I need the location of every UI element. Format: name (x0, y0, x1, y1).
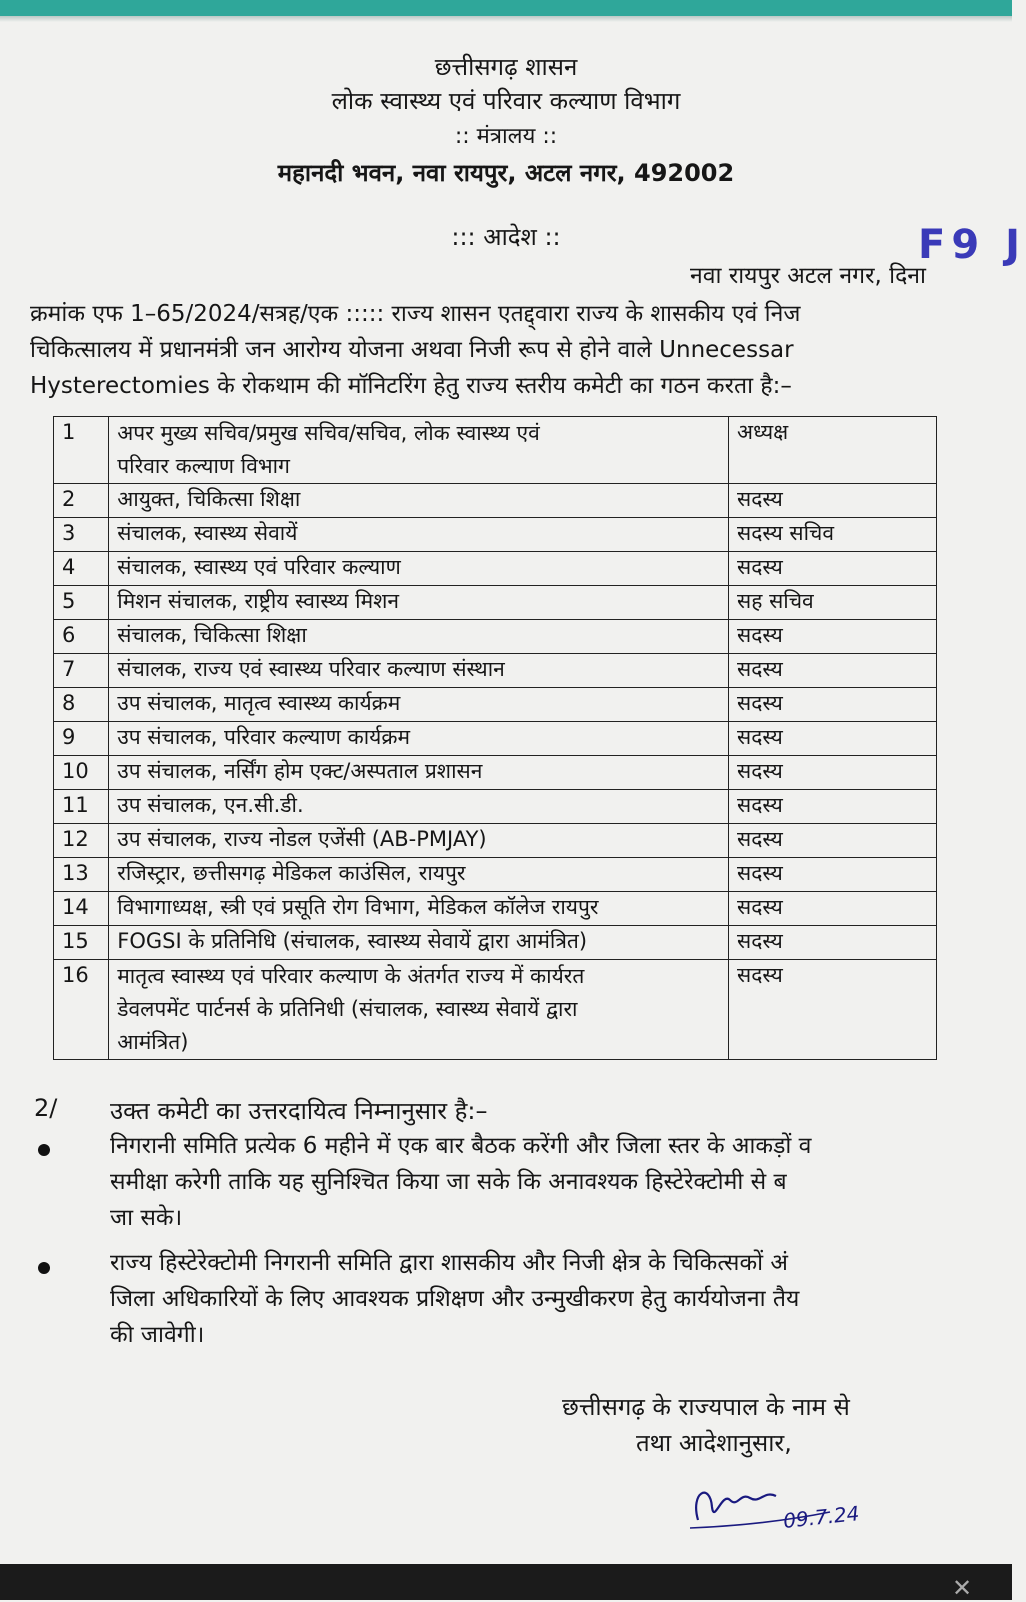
row-role: रजिस्ट्रार, छत्तीसगढ़ मेडिकल काउंसिल, रायपुर (109, 858, 729, 892)
table-row (54, 722, 937, 756)
top-status-strip (0, 0, 1012, 16)
row-position: सदस्य (729, 722, 937, 756)
signature-date: 09.7.24 (782, 1501, 861, 1533)
row-position: सदस्य सचिव (729, 518, 937, 552)
row-position: सदस्य (729, 790, 937, 824)
bullet-dot-icon (38, 1144, 50, 1156)
row-role: उप संचालक, राज्य नोडल एजेंसी (AB-PMJAY) (109, 824, 729, 858)
row-position: सदस्य (729, 484, 937, 518)
bullet-line: समीक्षा करेगी ताकि यह सुनिश्चित किया जा सके कि अनावश्यक हिस्टेरेक्टोमी से ब (110, 1169, 787, 1195)
row-role: विभागाध्यक्ष, स्त्री एवं प्रसूति रोग विभाग, मेडिकल कॉलेज रायपुर (109, 892, 729, 926)
intro-line-3: Hysterectomies के रोकथाम की मॉनिटरिंग हेतु राज्य स्तरीय कमेटी का गठन करता है:– (30, 373, 792, 399)
row-position: सह सचिव (729, 586, 937, 620)
row-role: उप संचालक, मातृत्व स्वास्थ्य कार्यक्रम (109, 688, 729, 722)
row-role: संचालक, स्वास्थ्य सेवायें (109, 518, 729, 552)
row-position: सदस्य (729, 824, 937, 858)
handwritten-signature (680, 1462, 880, 1542)
bullet-dot-icon (38, 1262, 50, 1274)
row-position: सदस्य (729, 892, 937, 926)
row-number: 7 (54, 654, 109, 688)
closing-line-1: छत्तीसगढ़ के राज्यपाल के नाम से (562, 1393, 850, 1421)
row-position: सदस्य (729, 654, 937, 688)
row-position: सदस्य (729, 688, 937, 722)
bullet-line: की जावेगी। (110, 1322, 205, 1348)
table-row (54, 518, 937, 552)
row-number: 14 (54, 892, 109, 926)
bullet-line: निगरानी समिति प्रत्येक 6 महीने में एक बार बैठक करेंगी और जिला स्तर के आकड़ों व (110, 1133, 812, 1159)
row-number: 9 (54, 722, 109, 756)
bottom-bar (0, 1564, 1012, 1600)
row-position: सदस्य (729, 858, 937, 892)
table-row (54, 620, 937, 654)
table-row (54, 858, 937, 892)
row-role: उप संचालक, परिवार कल्याण कार्यक्रम (109, 722, 729, 756)
row-role: मिशन संचालक, राष्ट्रीय स्वास्थ्य मिशन (109, 586, 729, 620)
row-role-line: डेवलपमेंट पार्टनर्स के प्रतिनिधी (संचालक, स्वास्थ्य सेवायें द्वारा (117, 997, 578, 1021)
row-number: 2 (54, 484, 109, 518)
table-row (54, 654, 937, 688)
table-row (54, 960, 937, 1060)
row-number: 12 (54, 824, 109, 858)
row-role (109, 417, 729, 484)
order-title: ::: आदेश :: (451, 223, 561, 251)
row-number: 13 (54, 858, 109, 892)
table-row (54, 926, 937, 960)
table-row (54, 417, 937, 484)
row-role: उप संचालक, एन.सी.डी. (109, 790, 729, 824)
row-number: 3 (54, 518, 109, 552)
intro-line-2: चिकित्सालय में प्रधानमंत्री जन आरोग्य योजना अथवा निजी रूप से होने वाले Unnecessar (30, 337, 794, 363)
committee-table (53, 416, 937, 1060)
row-position: अध्यक्ष (729, 417, 937, 484)
row-role-line: आमंत्रित) (117, 1030, 189, 1054)
row-role: आयुक्त, चिकित्सा शिक्षा (109, 484, 729, 518)
table-row (54, 688, 937, 722)
row-role: FOGSI के प्रतिनिधि (संचालक, स्वास्थ्य सेवायें द्वारा आमंत्रित) (109, 926, 729, 960)
table-row (54, 586, 937, 620)
row-role: संचालक, चिकित्सा शिक्षा (109, 620, 729, 654)
row-number: 11 (54, 790, 109, 824)
header-department: लोक स्वास्थ्य एवं परिवार कल्याण विभाग (331, 87, 681, 115)
row-number: 4 (54, 552, 109, 586)
row-number: 8 (54, 688, 109, 722)
header-address: महानदी भवन, नवा रायपुर, अटल नगर, 492002 (277, 159, 735, 187)
table-row (54, 552, 937, 586)
table-row (54, 484, 937, 518)
table-row (54, 892, 937, 926)
row-role: संचालक, राज्य एवं स्वास्थ्य परिवार कल्याण संस्थान (109, 654, 729, 688)
bullet-line: जा सके। (110, 1205, 183, 1231)
row-role-line: अपर मुख्य सचिव/प्रमुख सचिव/सचिव, लोक स्वास्थ्य एवं (117, 421, 540, 445)
bullet-line: राज्य हिस्टेरेक्टोमी निगरानी समिति द्वारा शासकीय और निजी क्षेत्र के चिकित्सकों अं (110, 1250, 788, 1276)
bullet-line: जिला अधिकारियों के लिए आवश्यक प्रशिक्षण और उन्मुखीकरण हेतु कार्ययोजना तैय (110, 1286, 800, 1312)
row-role: संचालक, स्वास्थ्य एवं परिवार कल्याण (109, 552, 729, 586)
row-number: 10 (54, 756, 109, 790)
table-row (54, 824, 937, 858)
row-role-line: परिवार कल्याण विभाग (117, 454, 290, 478)
table-row (54, 790, 937, 824)
header-ministry: :: मंत्रालय :: (454, 124, 558, 149)
row-role-line: मातृत्व स्वास्थ्य एवं परिवार कल्याण के अंतर्गत राज्य में कार्यरत (117, 964, 585, 988)
ink-stamp: F9 J (918, 222, 1026, 268)
intro-line-1: क्रमांक एफ 1–65/2024/सत्रह/एक ::::: राज्य शासन एतद्द्वारा राज्य के शासकीय एवं निज (30, 301, 801, 327)
bullet-text (110, 1245, 799, 1353)
table-row (54, 756, 937, 790)
row-number: 5 (54, 586, 109, 620)
row-number: 15 (54, 926, 109, 960)
row-number: 1 (54, 417, 109, 484)
section-heading: उक्त कमेटी का उत्तरदायित्व निम्नानुसार है:– (110, 1097, 488, 1125)
row-position: सदस्य (729, 756, 937, 790)
row-role (109, 960, 729, 1060)
closing-line-2: तथा आदेशानुसार, (636, 1429, 792, 1457)
close-icon[interactable]: ✕ (952, 1574, 973, 1602)
row-position: सदस्य (729, 620, 937, 654)
row-number: 6 (54, 620, 109, 654)
header-government: छत्तीसगढ़ शासन (434, 53, 578, 81)
row-number: 16 (54, 960, 109, 1060)
row-position: सदस्य (729, 960, 937, 1060)
section-number: 2/ (34, 1094, 58, 1122)
row-position: सदस्य (729, 926, 937, 960)
row-role: उप संचालक, नर्सिंग होम एक्ट/अस्पताल प्रशासन (109, 756, 729, 790)
document-page (0, 22, 1026, 1564)
row-position: सदस्य (729, 552, 937, 586)
bullet-text (110, 1128, 811, 1236)
dateline: नवा रायपुर अटल नगर, दिना (690, 263, 927, 289)
